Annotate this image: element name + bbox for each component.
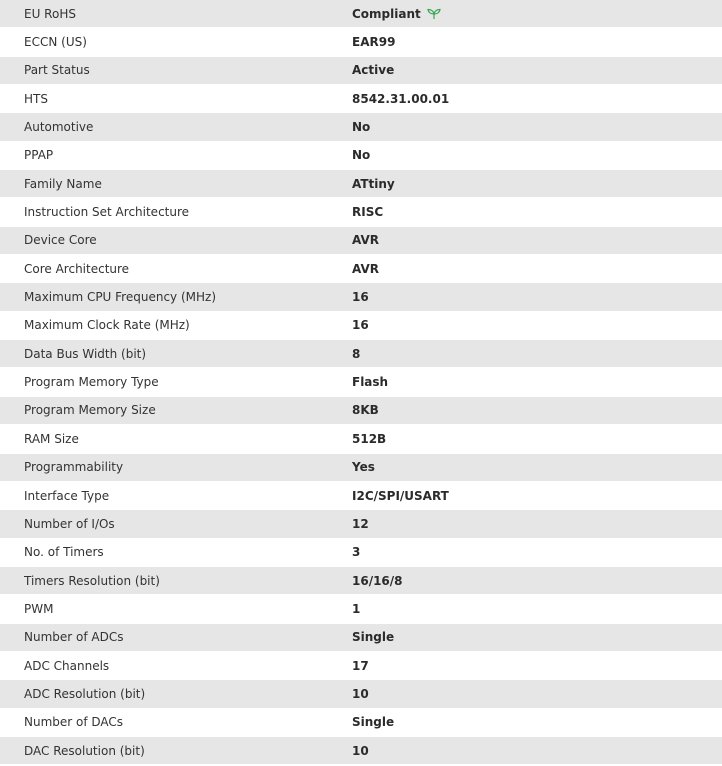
spec-label: Programmability bbox=[24, 460, 124, 475]
spec-row-ppap bbox=[0, 142, 722, 170]
spec-value: No bbox=[352, 120, 371, 135]
spec-row-device-core bbox=[0, 227, 722, 255]
spec-label: Automotive bbox=[24, 120, 94, 135]
spec-value: Yes bbox=[352, 460, 375, 475]
spec-label: Number of I/Os bbox=[24, 516, 115, 531]
spec-value: Active bbox=[352, 63, 395, 78]
spec-value: 1 bbox=[352, 601, 361, 616]
spec-row-ram-size bbox=[0, 425, 722, 453]
spec-row-program-memory-size bbox=[0, 397, 722, 425]
spec-label: Instruction Set Architecture bbox=[24, 205, 190, 220]
spec-value: 16 bbox=[352, 318, 369, 333]
spec-row-pwm bbox=[0, 595, 722, 623]
spec-value: Flash bbox=[352, 375, 389, 390]
spec-value: 512B bbox=[352, 431, 387, 446]
spec-row-program-memory-type bbox=[0, 368, 722, 396]
spec-value: 8KB bbox=[352, 403, 379, 418]
spec-label: No. of Timers bbox=[24, 545, 104, 560]
spec-label: Part Status bbox=[24, 63, 90, 78]
spec-value: AVR bbox=[352, 261, 379, 276]
spec-label: DAC Resolution (bit) bbox=[24, 743, 145, 758]
spec-row-isa bbox=[0, 198, 722, 226]
spec-row-interface-type bbox=[0, 482, 722, 510]
spec-value: 12 bbox=[352, 516, 369, 531]
spec-value: 10 bbox=[352, 686, 369, 701]
spec-row-automotive bbox=[0, 113, 722, 141]
leaf-icon bbox=[427, 8, 441, 20]
spec-row-hts bbox=[0, 85, 722, 113]
spec-label: PWM bbox=[24, 601, 54, 616]
spec-label: Device Core bbox=[24, 233, 97, 248]
spec-label: Interface Type bbox=[24, 488, 110, 503]
spec-row-core-architecture bbox=[0, 255, 722, 283]
spec-value: No bbox=[352, 148, 371, 163]
spec-label: Data Bus Width (bit) bbox=[24, 346, 147, 361]
spec-value-wrap bbox=[352, 7, 441, 21]
spec-row-programmability bbox=[0, 454, 722, 482]
spec-row-dac-resolution bbox=[0, 737, 722, 765]
spec-value: Compliant bbox=[352, 6, 421, 21]
spec-value: 3 bbox=[352, 545, 361, 560]
spec-label: Program Memory Type bbox=[24, 375, 159, 390]
spec-label: PPAP bbox=[24, 148, 54, 163]
spec-row-no-of-timers bbox=[0, 539, 722, 567]
spec-row-max-cpu-frequency bbox=[0, 283, 722, 311]
spec-row-number-of-adcs bbox=[0, 624, 722, 652]
spec-value: I2C/SPI/USART bbox=[352, 488, 449, 503]
spec-label: Core Architecture bbox=[24, 261, 130, 276]
spec-row-eccn bbox=[0, 28, 722, 56]
spec-value: 8 bbox=[352, 346, 361, 361]
spec-label: HTS bbox=[24, 91, 48, 106]
spec-value: EAR99 bbox=[352, 35, 396, 50]
spec-value: 10 bbox=[352, 743, 369, 758]
spec-row-family-name bbox=[0, 170, 722, 198]
spec-row-eu-rohs bbox=[0, 0, 722, 28]
spec-value: Single bbox=[352, 715, 395, 730]
spec-row-data-bus-width bbox=[0, 340, 722, 368]
spec-row-part-status bbox=[0, 57, 722, 85]
spec-label: Timers Resolution (bit) bbox=[24, 573, 160, 588]
spec-label: Number of ADCs bbox=[24, 630, 124, 645]
spec-value: AVR bbox=[352, 233, 379, 248]
spec-value: Single bbox=[352, 630, 395, 645]
spec-label: Family Name bbox=[24, 176, 102, 191]
spec-value: 8542.31.00.01 bbox=[352, 91, 450, 106]
spec-label: ADC Resolution (bit) bbox=[24, 686, 146, 701]
spec-value: ATtiny bbox=[352, 176, 395, 191]
spec-row-timers-resolution bbox=[0, 567, 722, 595]
spec-row-number-of-ios bbox=[0, 510, 722, 538]
spec-value: 17 bbox=[352, 658, 369, 673]
spec-row-max-clock-rate bbox=[0, 312, 722, 340]
spec-label: Maximum Clock Rate (MHz) bbox=[24, 318, 190, 333]
spec-value: 16 bbox=[352, 290, 369, 305]
spec-label: RAM Size bbox=[24, 431, 79, 446]
spec-value: 16/16/8 bbox=[352, 573, 403, 588]
spec-value: RISC bbox=[352, 205, 384, 220]
spec-label: EU RoHS bbox=[24, 6, 76, 21]
spec-label: ADC Channels bbox=[24, 658, 110, 673]
spec-row-adc-channels bbox=[0, 652, 722, 680]
spec-label: Maximum CPU Frequency (MHz) bbox=[24, 290, 216, 305]
spec-label: Program Memory Size bbox=[24, 403, 156, 418]
spec-row-adc-resolution bbox=[0, 680, 722, 708]
spec-label: Number of DACs bbox=[24, 715, 124, 730]
spec-label: ECCN (US) bbox=[24, 35, 87, 50]
spec-row-number-of-dacs bbox=[0, 709, 722, 737]
